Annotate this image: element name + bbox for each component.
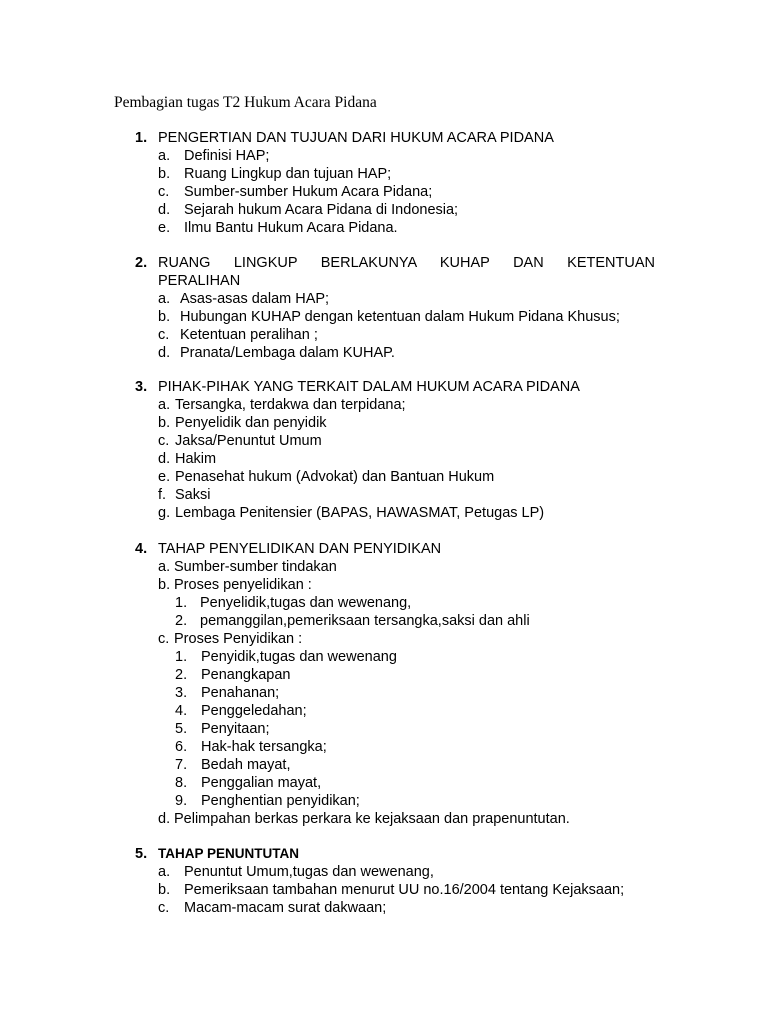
list-item: Macam-macam surat dakwaan;	[184, 900, 387, 916]
list-item: Proses Penyidikan :	[174, 631, 303, 647]
sublist-item-marker: 1.	[175, 649, 188, 665]
list-item: Asas-asas dalam HAP;	[180, 291, 330, 307]
section-1-heading: PENGERTIAN DAN TUJUAN DARI HUKUM ACARA PIDANA	[158, 130, 554, 146]
list-item: Penyelidik dan penyidik	[175, 415, 327, 431]
sublist-item-marker: 9.	[175, 793, 188, 809]
list-item: Definisi HAP;	[184, 148, 270, 164]
section-5-heading: TAHAP PENUNTUTAN	[158, 846, 299, 861]
sublist-item-marker: 4.	[175, 703, 188, 719]
sublist-item-marker: 2.	[175, 667, 188, 683]
section-5-number: 5.	[135, 846, 148, 862]
list-item: Proses penyelidikan :	[174, 577, 312, 593]
list-item-marker: d.	[158, 451, 171, 467]
list-item: Tersangka, terdakwa dan terpidana;	[175, 397, 406, 413]
list-item: Ketentuan peralihan ;	[180, 327, 318, 343]
list-item: Pelimpahan berkas perkara ke kejaksaan dan prapenuntutan.	[174, 811, 570, 827]
list-item: Sumber-sumber Hukum Acara Pidana;	[184, 184, 433, 200]
section-3-heading: PIHAK-PIHAK YANG TERKAIT DALAM HUKUM ACARA PIDANA	[158, 379, 580, 395]
list-item-marker: c.	[158, 433, 170, 449]
list-item-marker: b.	[158, 309, 171, 325]
list-item-marker: d.	[158, 345, 171, 361]
sublist-item: Penangkapan	[201, 667, 291, 683]
list-item-marker: b.	[158, 577, 171, 593]
list-item-marker: a.	[158, 559, 171, 575]
list-item: Lembaga Penitensier (BAPAS, HAWASMAT, Petugas LP)	[175, 505, 545, 521]
list-item-marker: c.	[158, 327, 170, 343]
list-item-marker: e.	[158, 220, 171, 236]
list-item-marker: c.	[158, 184, 170, 200]
sublist-item: Penyidik,tugas dan wewenang	[201, 649, 397, 665]
section-2-heading-line2: PERALIHAN	[158, 273, 241, 289]
list-item: Pranata/Lembaga dalam KUHAP.	[180, 345, 395, 361]
list-item-marker: c.	[158, 900, 170, 916]
section-1-number: 1.	[135, 130, 148, 146]
sublist-item: Penyelidik,tugas dan wewenang,	[200, 595, 412, 611]
list-item-marker: e.	[158, 469, 171, 485]
sublist-item-marker: 7.	[175, 757, 188, 773]
sublist-item: Penahanan;	[201, 685, 280, 701]
sublist-item-marker: 8.	[175, 775, 188, 791]
sublist-item-marker: 3.	[175, 685, 188, 701]
list-item: Hubungan KUHAP dengan ketentuan dalam Hukum Pidana Khusus;	[180, 309, 620, 325]
sublist-item: pemanggilan,pemeriksaan tersangka,saksi dan ahli	[200, 613, 530, 629]
list-item-marker: d.	[158, 811, 171, 827]
list-item: Penuntut Umum,tugas dan wewenang,	[184, 864, 434, 880]
list-item-marker: b.	[158, 882, 171, 898]
list-item-marker: a.	[158, 148, 171, 164]
sublist-item-marker: 2.	[175, 613, 188, 629]
list-item-marker: a.	[158, 864, 171, 880]
sublist-item-marker: 5.	[175, 721, 188, 737]
list-item-marker: f.	[158, 487, 167, 503]
document-title: Pembagian tugas T2 Hukum Acara Pidana	[114, 94, 377, 111]
list-item-marker: b.	[158, 415, 171, 431]
list-item: Sejarah hukum Acara Pidana di Indonesia;	[184, 202, 459, 218]
sublist-item: Penggeledahan;	[201, 703, 307, 719]
section-3-number: 3.	[135, 379, 148, 395]
list-item: Penasehat hukum (Advokat) dan Bantuan Hukum	[175, 469, 495, 485]
list-item: Ruang Lingkup dan tujuan HAP;	[184, 166, 392, 182]
section-4-heading: TAHAP PENYELIDIKAN DAN PENYIDIKAN	[158, 541, 442, 557]
list-item: Sumber-sumber tindakan	[174, 559, 337, 575]
sublist-item-marker: 1.	[175, 595, 188, 611]
list-item: Pemeriksaan tambahan menurut UU no.16/2004 tentang Kejaksaan;	[184, 882, 625, 898]
section-4-number: 4.	[135, 541, 148, 557]
section-2-number: 2.	[135, 255, 148, 271]
list-item-marker: c.	[158, 631, 170, 647]
sublist-item: Penggalian mayat,	[201, 775, 322, 791]
list-item-marker: b.	[158, 166, 171, 182]
list-item-marker: a.	[158, 397, 171, 413]
sublist-item: Hak-hak tersangka;	[201, 739, 327, 755]
list-item: Ilmu Bantu Hukum Acara Pidana.	[184, 220, 398, 236]
list-item-marker: d.	[158, 202, 171, 218]
list-item: Hakim	[175, 451, 217, 467]
list-item: Saksi	[175, 487, 211, 503]
list-item: Jaksa/Penuntut Umum	[175, 433, 322, 449]
list-item-marker: a.	[158, 291, 171, 307]
sublist-item: Bedah mayat,	[201, 757, 291, 773]
list-item-marker: g.	[158, 505, 171, 521]
sublist-item: Penghentian penyidikan;	[201, 793, 360, 809]
sublist-item-marker: 6.	[175, 739, 188, 755]
sublist-item: Penyitaan;	[201, 721, 270, 737]
section-2-heading-line1: RUANG LINGKUP BERLAKUNYA KUHAP DAN KETENTUAN	[158, 255, 655, 271]
